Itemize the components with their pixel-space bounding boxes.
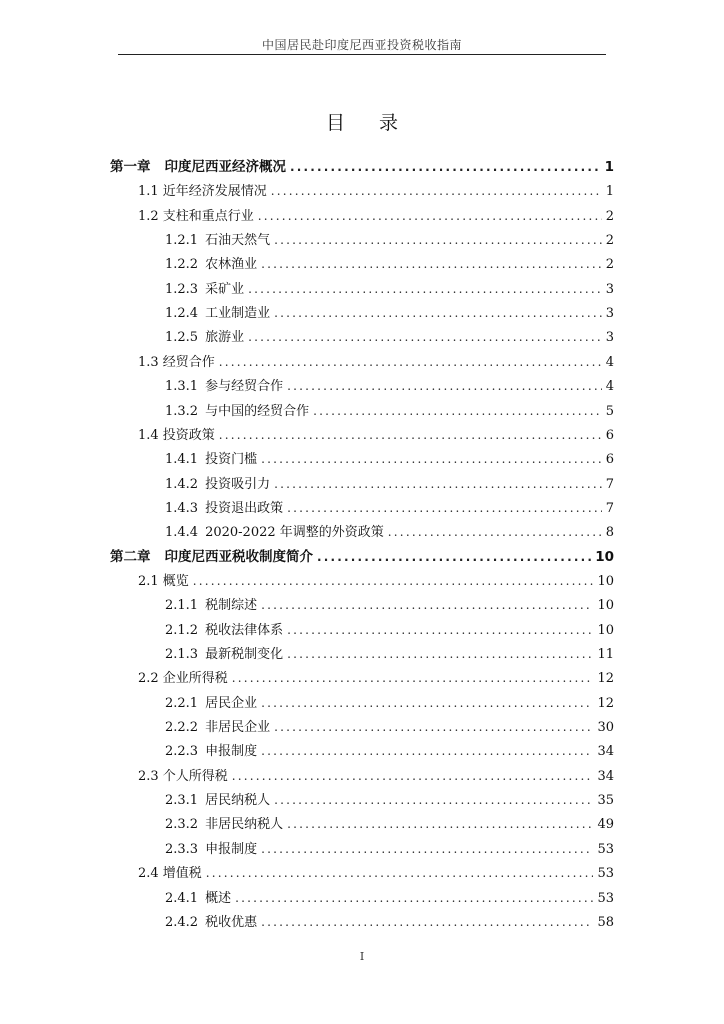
toc-entry-number: 1.3.1 (165, 379, 199, 395)
toc-entry-label: 居民纳税人 (205, 793, 271, 809)
toc-leader-dots (271, 180, 602, 202)
toc-leader-dots (287, 497, 602, 519)
toc-entry-label: 与中国的经贸合作 (205, 403, 310, 419)
toc-entry-number: 2.4.2 (165, 914, 199, 930)
toc-entry-page: 11 (597, 647, 614, 662)
toc-entry-page: 6 (605, 427, 614, 443)
toc-entry-label: 最新税制变化 (205, 647, 284, 662)
toc-entry-page: 4 (605, 379, 614, 395)
toc-entry-page: 2 (605, 208, 614, 224)
toc-entry-label: 采矿业 (205, 281, 245, 297)
toc-entry-page: 53 (597, 841, 614, 857)
toc-leader-dots (261, 838, 593, 860)
toc-subsection-entry[interactable] (165, 594, 614, 616)
toc-leader-dots (261, 740, 593, 762)
toc-entry-number: 2.1.3 (165, 647, 199, 662)
toc-entry-label: 工业制造业 (205, 306, 271, 322)
toc-entry-number: 2.3 (138, 768, 159, 784)
toc-entry-page: 4 (605, 354, 614, 370)
toc-entry-label: 申报制度 (205, 841, 258, 857)
toc-entry-number: 1.2.4 (165, 306, 199, 322)
toc-subsection-entry[interactable] (165, 789, 614, 811)
toc-leader-dots (287, 813, 593, 835)
toc-entry-page: 7 (605, 500, 614, 516)
running-header: 中国居民赴印度尼西亚投资税收指南 (261, 38, 462, 52)
toc-entry-number: 1.4.3 (165, 500, 199, 516)
toc-entry-number: 1.1 (138, 184, 159, 200)
toc-subsection-entry[interactable] (165, 619, 614, 641)
toc-leader-dots (258, 205, 602, 227)
toc-entry-page: 53 (597, 866, 614, 882)
toc-entry-page: 34 (597, 768, 614, 784)
toc-entry-number: 2.2.2 (165, 720, 199, 736)
toc-leader-dots (261, 253, 602, 275)
toc-entry-label: 投资门槛 (205, 452, 258, 468)
page-number: I (359, 950, 365, 963)
toc-section-entry[interactable] (138, 424, 614, 446)
toc-entry-number: 2.3.1 (165, 793, 199, 809)
toc-section-entry[interactable] (138, 180, 614, 202)
toc-entry-label: 近年经济发展情况 (162, 184, 267, 200)
toc-entry-label: 税收法律体系 (205, 622, 284, 638)
toc-subsection-entry[interactable] (165, 740, 614, 762)
toc-leader-dots (219, 351, 602, 373)
header-rule (118, 54, 606, 55)
toc-entry-label: 参与经贸合作 (205, 379, 284, 395)
toc-entry-page: 10 (595, 548, 614, 565)
toc-section-entry[interactable] (138, 570, 614, 592)
toc-entry-label: 申报制度 (205, 744, 258, 760)
toc-leader-dots (274, 473, 602, 495)
toc-entry-label: 非居民纳税人 (205, 817, 284, 833)
toc-entry-label: 居民企业 (205, 695, 258, 711)
toc-subsection-entry[interactable] (165, 716, 614, 738)
toc-subsection-entry[interactable] (165, 643, 614, 665)
toc-subsection-entry[interactable] (165, 278, 614, 300)
toc-entry-page: 10 (597, 573, 614, 589)
toc-subsection-entry[interactable] (165, 497, 614, 519)
toc-entry-label: 增值税 (162, 866, 202, 882)
toc-entry-label: 旅游业 (205, 330, 245, 346)
toc-section-entry[interactable] (138, 667, 614, 689)
toc-entry-number: 1.3.2 (165, 403, 199, 419)
toc-entry-number: 1.2 (138, 208, 159, 224)
toc-leader-dots (232, 765, 594, 787)
toc-leader-dots (261, 692, 593, 714)
toc-entry-number: 2.1.1 (165, 598, 199, 614)
toc-leader-dots (235, 887, 593, 909)
toc-leader-dots (313, 400, 602, 422)
toc-entry-label: 税制综述 (205, 598, 258, 614)
toc-chapter-entry[interactable] (110, 156, 614, 178)
toc-leader-dots (274, 229, 602, 251)
toc-entry-page: 1 (604, 159, 614, 175)
toc-section-entry[interactable] (138, 862, 614, 884)
toc-subsection-entry[interactable] (165, 838, 614, 860)
toc-subsection-entry[interactable] (165, 229, 614, 251)
toc-subsection-entry[interactable] (165, 400, 614, 422)
toc-entry-number: 1.2.3 (165, 281, 199, 297)
toc-subsection-entry[interactable] (165, 473, 614, 495)
toc-entry-page: 58 (597, 914, 614, 930)
toc-leader-dots (232, 667, 594, 689)
toc-entry-number: 1.4.4 (165, 525, 199, 541)
toc-entry-label: 概览 (162, 573, 189, 589)
toc-entry-number: 2.4.1 (165, 890, 199, 906)
toc-entry-number: 2.1.2 (165, 622, 199, 638)
toc-entry-label: 农林渔业 (205, 257, 258, 273)
toc-leader-dots (248, 326, 602, 348)
toc-entry-page: 2 (605, 233, 614, 249)
toc-entry-number: 1.2.1 (165, 233, 199, 249)
toc-leader-dots (290, 156, 601, 178)
toc-subsection-entry[interactable] (165, 692, 614, 714)
toc-leader-dots (287, 619, 593, 641)
toc-leader-dots (261, 448, 602, 470)
toc-entry-number: 2.1 (138, 573, 159, 589)
toc-leader-dots (287, 375, 602, 397)
toc-section-entry[interactable] (138, 205, 614, 227)
toc-entry-number: 2.3.2 (165, 817, 199, 833)
toc-entry-label: 概述 (205, 890, 232, 906)
toc-subsection-entry[interactable] (165, 521, 614, 543)
toc-subsection-entry[interactable] (165, 253, 614, 275)
toc-entry-label: 税收优惠 (205, 914, 258, 930)
toc-entry-page: 6 (605, 452, 614, 468)
toc-entry-number: 1.4 (138, 427, 159, 443)
toc-subsection-entry[interactable] (165, 813, 614, 835)
toc-entry-label: 印度尼西亚税收制度简介 (164, 548, 313, 565)
toc-entry-number: 1.3 (138, 354, 159, 370)
toc-entry-label: 支柱和重点行业 (162, 208, 254, 224)
toc-entry-number: 2.4 (138, 866, 159, 882)
toc-subsection-entry[interactable] (165, 375, 614, 397)
toc-entry-page: 49 (597, 817, 614, 833)
toc-entry-page: 53 (597, 890, 614, 906)
toc-leader-dots (388, 521, 602, 543)
toc-entry-number: 1.2.5 (165, 330, 199, 346)
toc-entry-page: 1 (605, 184, 614, 200)
toc-entry-page: 34 (597, 744, 614, 760)
toc-entry-page: 35 (597, 793, 614, 809)
toc-subsection-entry[interactable] (165, 448, 614, 470)
toc-entry-number: 1.2.2 (165, 257, 199, 273)
toc-leader-dots (287, 643, 593, 665)
toc-subsection-entry[interactable] (165, 911, 614, 933)
toc-entry-label: 2020-2022 年调整的外资政策 (205, 525, 384, 541)
toc-entry-label: 投资退出政策 (205, 500, 284, 516)
toc-entry-label: 个人所得税 (162, 768, 228, 784)
toc-leader-dots (274, 302, 602, 324)
toc-entry-page: 7 (605, 476, 614, 492)
toc-entry-page: 2 (605, 257, 614, 273)
toc-entry-page: 3 (605, 330, 614, 346)
toc-entry-number: 2.2.1 (165, 695, 199, 711)
toc-entry-page: 3 (605, 306, 614, 322)
toc-leader-dots (193, 570, 594, 592)
toc-entry-label: 非居民企业 (205, 720, 271, 736)
toc-leader-dots (261, 594, 593, 616)
toc-chapter-entry[interactable] (110, 546, 614, 568)
toc-leader-dots (274, 716, 593, 738)
toc-entry-number: 2.3.3 (165, 841, 199, 857)
toc-section-entry[interactable] (138, 351, 614, 373)
toc-leader-dots (206, 862, 594, 884)
toc-leader-dots (274, 789, 593, 811)
toc-entry-page: 10 (597, 598, 614, 614)
toc-entry-label: 企业所得税 (162, 671, 228, 687)
toc-entry-label: 投资政策 (162, 427, 215, 443)
toc-entry-page: 3 (605, 281, 614, 297)
toc-entry-label: 投资吸引力 (205, 476, 271, 492)
toc-section-entry[interactable] (138, 765, 614, 787)
toc-leader-dots (219, 424, 602, 446)
toc-subsection-entry[interactable] (165, 326, 614, 348)
toc-leader-dots (248, 278, 602, 300)
toc-subsection-entry[interactable] (165, 887, 614, 909)
toc-title: 目录 (325, 112, 432, 134)
toc-entry-page: 5 (605, 403, 614, 419)
toc-entry-number: 1.4.2 (165, 476, 199, 492)
toc-entry-number: 1.4.1 (165, 452, 199, 468)
toc-entry-label: 印度尼西亚经济概况 (164, 159, 286, 175)
toc-leader-dots (261, 911, 593, 933)
toc-subsection-entry[interactable] (165, 302, 614, 324)
toc-entry-page: 12 (597, 695, 614, 711)
toc-entry-label: 石油天然气 (205, 233, 271, 249)
toc-entry-page: 30 (597, 720, 614, 736)
toc-entry-number: 2.2.3 (165, 744, 199, 760)
toc-entry-page: 12 (597, 671, 614, 687)
toc-leader-dots (317, 546, 591, 568)
toc-entry-page: 8 (605, 525, 614, 541)
toc-entry-number: 第二章 (110, 548, 151, 565)
toc-entry-label: 经贸合作 (162, 354, 215, 370)
toc-entry-number: 第一章 (110, 159, 151, 175)
toc-entry-number: 2.2 (138, 671, 159, 687)
toc-entry-page: 10 (597, 622, 614, 638)
